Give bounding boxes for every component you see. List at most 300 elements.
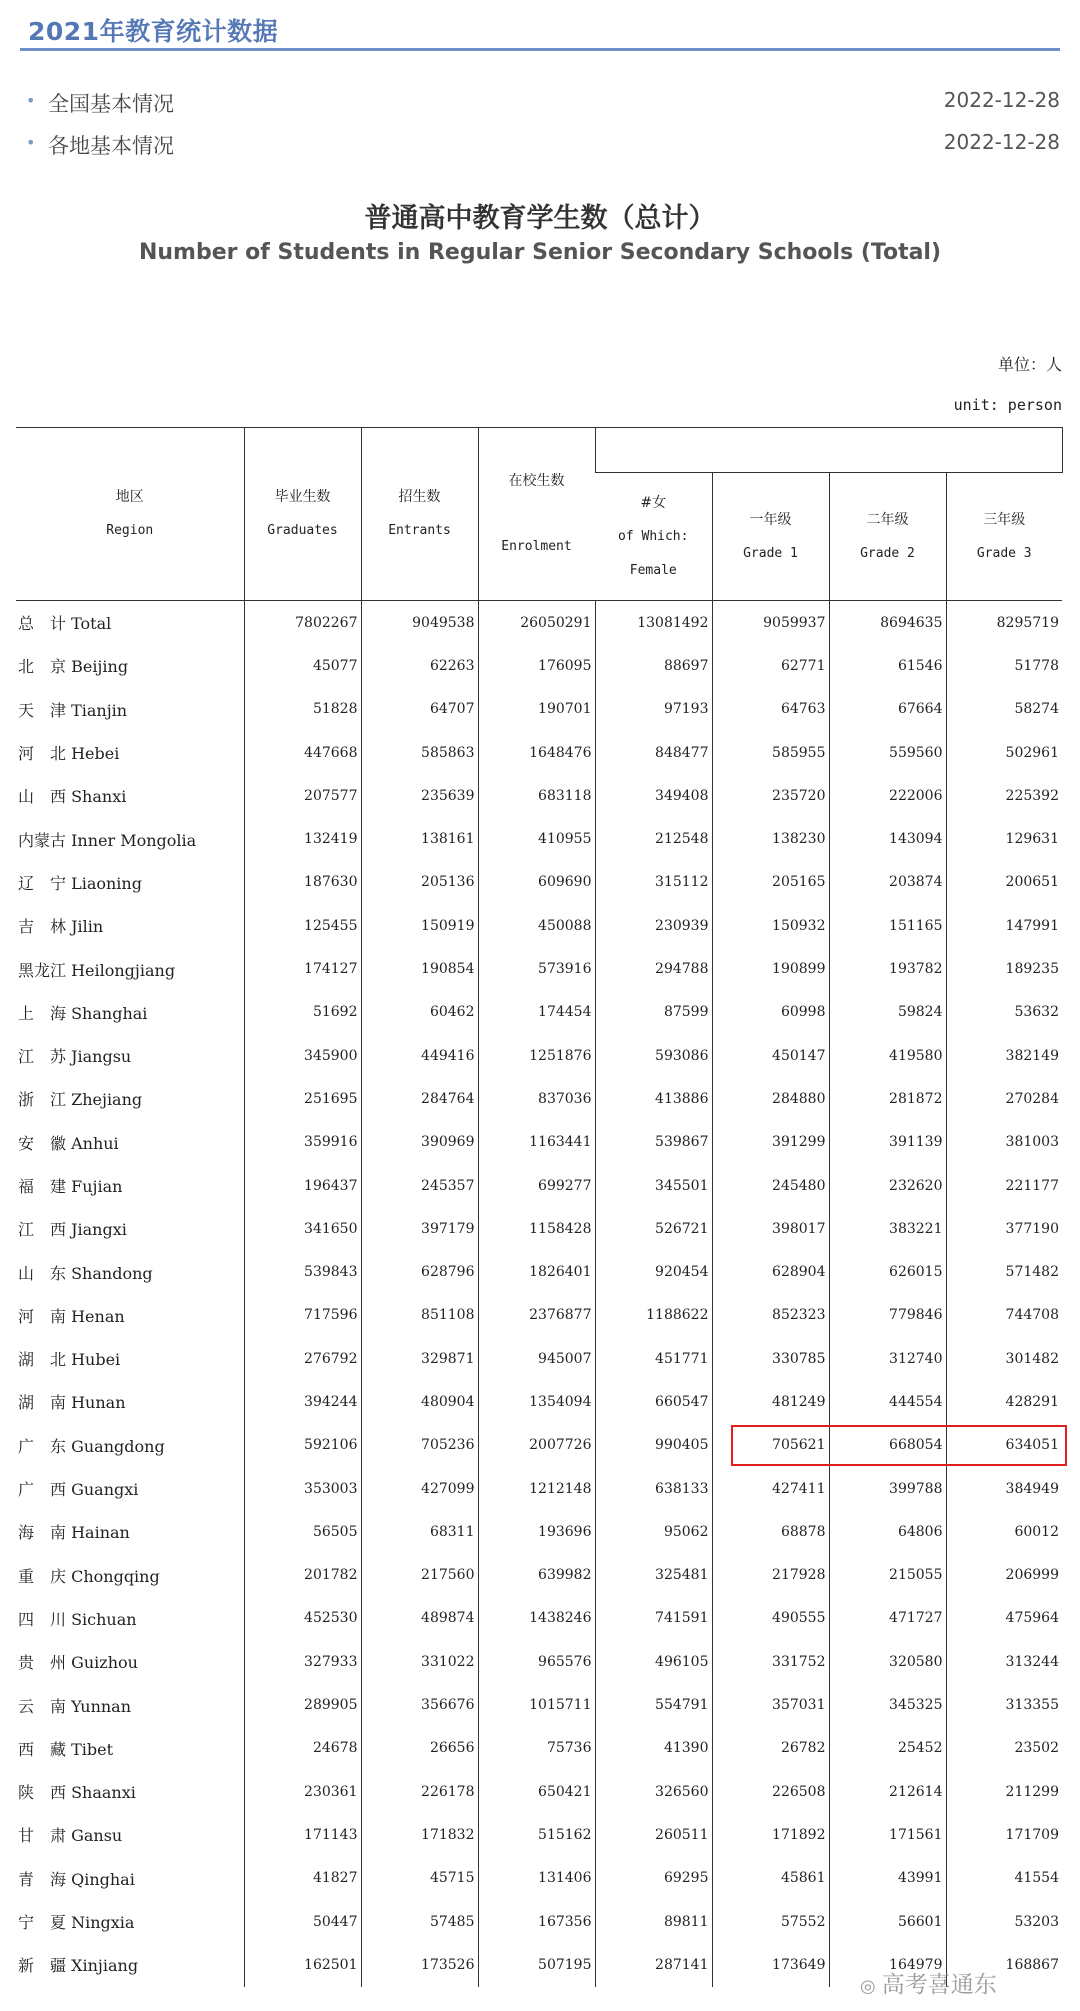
value-cell: 593086 bbox=[595, 1034, 712, 1077]
value-cell: 173649 bbox=[712, 1943, 829, 1986]
region-cell: 吉 林 Jilin bbox=[18, 917, 104, 937]
value-cell: 67664 bbox=[829, 688, 946, 731]
value-cell: 945007 bbox=[478, 1337, 595, 1380]
value-cell: 357031 bbox=[712, 1683, 829, 1726]
value-cell: 174127 bbox=[244, 947, 361, 990]
header-grade-3: 三年级 Grade 3 bbox=[946, 473, 1062, 601]
value-cell: 626015 bbox=[829, 1250, 946, 1293]
value-cell: 132419 bbox=[244, 817, 361, 860]
value-cell: 53203 bbox=[946, 1900, 1062, 1943]
value-cell: 449416 bbox=[361, 1034, 478, 1077]
value-cell: 276792 bbox=[244, 1337, 361, 1380]
value-cell: 171143 bbox=[244, 1813, 361, 1856]
value-cell: 413886 bbox=[595, 1077, 712, 1120]
value-cell: 207577 bbox=[244, 774, 361, 817]
table-row bbox=[16, 1640, 1062, 1683]
value-cell: 1354094 bbox=[478, 1380, 595, 1423]
table-row bbox=[16, 1857, 1062, 1900]
value-cell: 245480 bbox=[712, 1164, 829, 1207]
header-entrants: 招生数 Entrants bbox=[361, 428, 478, 601]
value-cell: 245357 bbox=[361, 1164, 478, 1207]
value-cell: 187630 bbox=[244, 861, 361, 904]
value-cell: 428291 bbox=[946, 1380, 1062, 1423]
value-cell: 200651 bbox=[946, 861, 1062, 904]
value-cell: 176095 bbox=[478, 644, 595, 687]
value-cell: 744708 bbox=[946, 1294, 1062, 1337]
value-cell: 61546 bbox=[829, 644, 946, 687]
value-cell: 585863 bbox=[361, 731, 478, 774]
table-row bbox=[16, 774, 1062, 817]
value-cell: 97193 bbox=[595, 688, 712, 731]
value-cell: 920454 bbox=[595, 1250, 712, 1293]
region-cell: 广 东 Guangdong bbox=[18, 1436, 165, 1456]
value-cell: 475964 bbox=[946, 1597, 1062, 1640]
student-table bbox=[16, 427, 1063, 1987]
value-cell: 171709 bbox=[946, 1813, 1062, 1856]
wechat-icon: ◎ bbox=[860, 1976, 876, 1997]
value-cell: 171561 bbox=[829, 1813, 946, 1856]
region-cell: 天 津 Tianjin bbox=[18, 700, 128, 720]
value-cell: 131406 bbox=[478, 1857, 595, 1900]
table-row bbox=[16, 1683, 1062, 1726]
value-cell: 481249 bbox=[712, 1380, 829, 1423]
link-date: 2022-12-28 bbox=[943, 130, 1060, 154]
value-cell: 60012 bbox=[946, 1510, 1062, 1553]
value-cell: 381003 bbox=[946, 1121, 1062, 1164]
value-cell: 281872 bbox=[829, 1077, 946, 1120]
value-cell: 168867 bbox=[946, 1943, 1062, 1986]
table-row bbox=[16, 1380, 1062, 1423]
value-cell: 397179 bbox=[361, 1207, 478, 1250]
value-cell: 502961 bbox=[946, 731, 1062, 774]
value-cell: 171892 bbox=[712, 1813, 829, 1856]
region-cell: 内蒙古 Inner Mongolia bbox=[18, 830, 197, 850]
data-table-wrapper bbox=[16, 427, 1062, 1987]
value-cell: 284764 bbox=[361, 1077, 478, 1120]
value-cell: 260511 bbox=[595, 1813, 712, 1856]
value-cell: 990405 bbox=[595, 1424, 712, 1467]
value-cell: 217928 bbox=[712, 1554, 829, 1597]
value-cell: 62263 bbox=[361, 644, 478, 687]
value-cell: 699277 bbox=[478, 1164, 595, 1207]
value-cell: 41554 bbox=[946, 1857, 1062, 1900]
value-cell: 59824 bbox=[829, 991, 946, 1034]
value-cell: 390969 bbox=[361, 1121, 478, 1164]
value-cell: 539867 bbox=[595, 1121, 712, 1164]
value-cell: 221177 bbox=[946, 1164, 1062, 1207]
value-cell: 95062 bbox=[595, 1510, 712, 1553]
value-cell: 138230 bbox=[712, 817, 829, 860]
unit-label-cn: 单位：人 bbox=[997, 355, 1062, 374]
value-cell: 232620 bbox=[829, 1164, 946, 1207]
value-cell: 171832 bbox=[361, 1813, 478, 1856]
value-cell: 43991 bbox=[829, 1857, 946, 1900]
value-cell: 138161 bbox=[361, 817, 478, 860]
value-cell: 399788 bbox=[829, 1467, 946, 1510]
table-row bbox=[16, 1121, 1062, 1164]
value-cell: 8694635 bbox=[829, 601, 946, 645]
table-row bbox=[16, 1077, 1062, 1120]
value-cell: 638133 bbox=[595, 1467, 712, 1510]
bullet-icon: • bbox=[26, 91, 36, 110]
value-cell: 391299 bbox=[712, 1121, 829, 1164]
value-cell: 230361 bbox=[244, 1770, 361, 1813]
table-row bbox=[16, 601, 1062, 645]
value-cell: 23502 bbox=[946, 1727, 1062, 1770]
value-cell: 650421 bbox=[478, 1770, 595, 1813]
value-cell: 329871 bbox=[361, 1337, 478, 1380]
table-row bbox=[16, 1554, 1062, 1597]
value-cell: 1438246 bbox=[478, 1597, 595, 1640]
value-cell: 1251876 bbox=[478, 1034, 595, 1077]
value-cell: 377190 bbox=[946, 1207, 1062, 1250]
value-cell: 571482 bbox=[946, 1250, 1062, 1293]
value-cell: 559560 bbox=[829, 731, 946, 774]
value-cell: 628796 bbox=[361, 1250, 478, 1293]
list-item[interactable] bbox=[20, 82, 1060, 124]
table-row bbox=[16, 1294, 1062, 1337]
value-cell: 45861 bbox=[712, 1857, 829, 1900]
value-cell: 56505 bbox=[244, 1510, 361, 1553]
value-cell: 129631 bbox=[946, 817, 1062, 860]
value-cell: 167356 bbox=[478, 1900, 595, 1943]
value-cell: 9049538 bbox=[361, 601, 478, 645]
value-cell: 349408 bbox=[595, 774, 712, 817]
table-row bbox=[16, 1337, 1062, 1380]
value-cell: 45077 bbox=[244, 644, 361, 687]
value-cell: 327933 bbox=[244, 1640, 361, 1683]
value-cell: 965576 bbox=[478, 1640, 595, 1683]
region-cell: 河 北 Hebei bbox=[18, 744, 120, 764]
value-cell: 53632 bbox=[946, 991, 1062, 1034]
value-cell: 211299 bbox=[946, 1770, 1062, 1813]
table-row bbox=[16, 1467, 1062, 1510]
value-cell: 287141 bbox=[595, 1943, 712, 1986]
value-cell: 1826401 bbox=[478, 1250, 595, 1293]
value-cell: 88697 bbox=[595, 644, 712, 687]
region-cell: 四 川 Sichuan bbox=[18, 1609, 137, 1629]
table-row bbox=[16, 947, 1062, 990]
value-cell: 51692 bbox=[244, 991, 361, 1034]
header-grade-2: 二年级 Grade 2 bbox=[829, 473, 946, 601]
value-cell: 450147 bbox=[712, 1034, 829, 1077]
value-cell: 190854 bbox=[361, 947, 478, 990]
value-cell: 147991 bbox=[946, 904, 1062, 947]
value-cell: 451771 bbox=[595, 1337, 712, 1380]
value-cell: 345900 bbox=[244, 1034, 361, 1077]
value-cell: 489874 bbox=[361, 1597, 478, 1640]
region-cell: 山 东 Shandong bbox=[18, 1263, 153, 1283]
value-cell: 150932 bbox=[712, 904, 829, 947]
link-date: 2022-12-28 bbox=[943, 88, 1060, 112]
value-cell: 45715 bbox=[361, 1857, 478, 1900]
value-cell: 62771 bbox=[712, 644, 829, 687]
value-cell: 190701 bbox=[478, 688, 595, 731]
value-cell: 444554 bbox=[829, 1380, 946, 1423]
value-cell: 554791 bbox=[595, 1683, 712, 1726]
value-cell: 51778 bbox=[946, 644, 1062, 687]
header-graduates: 毕业生数 Graduates bbox=[244, 428, 361, 601]
value-cell: 1163441 bbox=[478, 1121, 595, 1164]
value-cell: 64806 bbox=[829, 1510, 946, 1553]
value-cell: 26050291 bbox=[478, 601, 595, 645]
value-cell: 56601 bbox=[829, 1900, 946, 1943]
value-cell: 24678 bbox=[244, 1727, 361, 1770]
value-cell: 217560 bbox=[361, 1554, 478, 1597]
value-cell: 203874 bbox=[829, 861, 946, 904]
region-cell: 贵 州 Guizhou bbox=[18, 1653, 138, 1673]
value-cell: 391139 bbox=[829, 1121, 946, 1164]
page-title: 2021年教育统计数据 bbox=[28, 17, 279, 46]
region-cell: 广 西 Guangxi bbox=[18, 1480, 139, 1500]
table-row bbox=[16, 817, 1062, 860]
table-row bbox=[16, 1510, 1062, 1553]
value-cell: 2376877 bbox=[478, 1294, 595, 1337]
value-cell: 64763 bbox=[712, 688, 829, 731]
link-list bbox=[20, 82, 1060, 166]
value-cell: 384949 bbox=[946, 1467, 1062, 1510]
value-cell: 447668 bbox=[244, 731, 361, 774]
value-cell: 353003 bbox=[244, 1467, 361, 1510]
value-cell: 150919 bbox=[361, 904, 478, 947]
value-cell: 51828 bbox=[244, 688, 361, 731]
value-cell: 480904 bbox=[361, 1380, 478, 1423]
value-cell: 331752 bbox=[712, 1640, 829, 1683]
value-cell: 26656 bbox=[361, 1727, 478, 1770]
value-cell: 64707 bbox=[361, 688, 478, 731]
value-cell: 284880 bbox=[712, 1077, 829, 1120]
region-cell: 湖 南 Hunan bbox=[18, 1393, 126, 1413]
value-cell: 639982 bbox=[478, 1554, 595, 1597]
table-row bbox=[16, 644, 1062, 687]
value-cell: 628904 bbox=[712, 1250, 829, 1293]
link-regional-basic[interactable]: 各地基本情况 bbox=[48, 134, 174, 158]
region-cell: 山 西 Shanxi bbox=[18, 787, 127, 807]
value-cell: 212614 bbox=[829, 1770, 946, 1813]
value-cell: 394244 bbox=[244, 1380, 361, 1423]
value-cell: 251695 bbox=[244, 1077, 361, 1120]
value-cell: 87599 bbox=[595, 991, 712, 1034]
value-cell: 173526 bbox=[361, 1943, 478, 1986]
value-cell: 634051 bbox=[946, 1424, 1062, 1467]
value-cell: 68878 bbox=[712, 1510, 829, 1553]
value-cell: 58274 bbox=[946, 688, 1062, 731]
value-cell: 345325 bbox=[829, 1683, 946, 1726]
value-cell: 320580 bbox=[829, 1640, 946, 1683]
value-cell: 206999 bbox=[946, 1554, 1062, 1597]
value-cell: 289905 bbox=[244, 1683, 361, 1726]
value-cell: 60998 bbox=[712, 991, 829, 1034]
value-cell: 573916 bbox=[478, 947, 595, 990]
value-cell: 515162 bbox=[478, 1813, 595, 1856]
value-cell: 164979 bbox=[829, 1943, 946, 1986]
value-cell: 331022 bbox=[361, 1640, 478, 1683]
watermark bbox=[860, 1966, 997, 1999]
table-row bbox=[16, 1207, 1062, 1250]
value-cell: 427411 bbox=[712, 1467, 829, 1510]
value-cell: 57485 bbox=[361, 1900, 478, 1943]
value-cell: 270284 bbox=[946, 1077, 1062, 1120]
value-cell: 230939 bbox=[595, 904, 712, 947]
value-cell: 215055 bbox=[829, 1554, 946, 1597]
value-cell: 851108 bbox=[361, 1294, 478, 1337]
header-region: 地区 Region bbox=[16, 428, 244, 601]
table-row bbox=[16, 1597, 1062, 1640]
value-cell: 705621 bbox=[712, 1424, 829, 1467]
value-cell: 427099 bbox=[361, 1467, 478, 1510]
value-cell: 294788 bbox=[595, 947, 712, 990]
value-cell: 609690 bbox=[478, 861, 595, 904]
table-row bbox=[16, 1164, 1062, 1207]
value-cell: 490555 bbox=[712, 1597, 829, 1640]
value-cell: 222006 bbox=[829, 774, 946, 817]
value-cell: 89811 bbox=[595, 1900, 712, 1943]
table-row bbox=[16, 1034, 1062, 1077]
region-cell: 陕 西 Shaanxi bbox=[18, 1783, 136, 1803]
value-cell: 326560 bbox=[595, 1770, 712, 1813]
header-enrolment: 在校生数 Enrolment bbox=[478, 428, 595, 601]
value-cell: 313355 bbox=[946, 1683, 1062, 1726]
value-cell: 8295719 bbox=[946, 601, 1062, 645]
value-cell: 26782 bbox=[712, 1727, 829, 1770]
watermark-text: 高考喜通东 bbox=[881, 1972, 997, 1998]
value-cell: 345501 bbox=[595, 1164, 712, 1207]
value-cell: 359916 bbox=[244, 1121, 361, 1164]
value-cell: 162501 bbox=[244, 1943, 361, 1986]
table-row bbox=[16, 1250, 1062, 1293]
value-cell: 190899 bbox=[712, 947, 829, 990]
value-cell: 193782 bbox=[829, 947, 946, 990]
header-grade-1: 一年级 Grade 1 bbox=[712, 473, 829, 601]
value-cell: 57552 bbox=[712, 1900, 829, 1943]
value-cell: 312740 bbox=[829, 1337, 946, 1380]
value-cell: 235639 bbox=[361, 774, 478, 817]
bullet-icon: • bbox=[26, 133, 36, 152]
region-cell: 河 南 Henan bbox=[18, 1306, 125, 1326]
value-cell: 189235 bbox=[946, 947, 1062, 990]
region-cell: 湖 北 Hubei bbox=[18, 1350, 121, 1370]
link-national-basic[interactable]: 全国基本情况 bbox=[48, 92, 174, 116]
header-female: #女 of Which: Female bbox=[595, 473, 712, 601]
value-cell: 717596 bbox=[244, 1294, 361, 1337]
value-cell: 50447 bbox=[244, 1900, 361, 1943]
value-cell: 450088 bbox=[478, 904, 595, 947]
value-cell: 193696 bbox=[478, 1510, 595, 1553]
value-cell: 452530 bbox=[244, 1597, 361, 1640]
value-cell: 526721 bbox=[595, 1207, 712, 1250]
value-cell: 60462 bbox=[361, 991, 478, 1034]
region-cell: 宁 夏 Ningxia bbox=[18, 1913, 135, 1933]
value-cell: 356676 bbox=[361, 1683, 478, 1726]
value-cell: 325481 bbox=[595, 1554, 712, 1597]
region-cell: 辽 宁 Liaoning bbox=[18, 873, 142, 893]
value-cell: 68311 bbox=[361, 1510, 478, 1553]
value-cell: 9059937 bbox=[712, 601, 829, 645]
table-row bbox=[16, 861, 1062, 904]
value-cell: 592106 bbox=[244, 1424, 361, 1467]
value-cell: 7802267 bbox=[244, 601, 361, 645]
value-cell: 151165 bbox=[829, 904, 946, 947]
list-item[interactable] bbox=[20, 124, 1060, 166]
value-cell: 226178 bbox=[361, 1770, 478, 1813]
value-cell: 779846 bbox=[829, 1294, 946, 1337]
value-cell: 341650 bbox=[244, 1207, 361, 1250]
table-row bbox=[16, 1727, 1062, 1770]
value-cell: 313244 bbox=[946, 1640, 1062, 1683]
value-cell: 382149 bbox=[946, 1034, 1062, 1077]
guangdong-grades-highlight bbox=[731, 1425, 1067, 1466]
region-cell: 北 京 Beijing bbox=[18, 657, 129, 677]
value-cell: 330785 bbox=[712, 1337, 829, 1380]
table-body bbox=[16, 601, 1062, 1987]
value-cell: 585955 bbox=[712, 731, 829, 774]
table-row bbox=[16, 904, 1062, 947]
value-cell: 837036 bbox=[478, 1077, 595, 1120]
value-cell: 1648476 bbox=[478, 731, 595, 774]
value-cell: 1212148 bbox=[478, 1467, 595, 1510]
value-cell: 125455 bbox=[244, 904, 361, 947]
value-cell: 41390 bbox=[595, 1727, 712, 1770]
value-cell: 235720 bbox=[712, 774, 829, 817]
value-cell: 410955 bbox=[478, 817, 595, 860]
value-cell: 69295 bbox=[595, 1857, 712, 1900]
region-cell: 福 建 Fujian bbox=[18, 1177, 123, 1196]
value-cell: 683118 bbox=[478, 774, 595, 817]
value-cell: 205136 bbox=[361, 861, 478, 904]
table-row bbox=[16, 1900, 1062, 1943]
value-cell: 1188622 bbox=[595, 1294, 712, 1337]
table-row bbox=[16, 688, 1062, 731]
value-cell: 205165 bbox=[712, 861, 829, 904]
value-cell: 419580 bbox=[829, 1034, 946, 1077]
value-cell: 13081492 bbox=[595, 601, 712, 645]
value-cell: 496105 bbox=[595, 1640, 712, 1683]
region-cell: 西 藏 Tibet bbox=[18, 1739, 114, 1759]
unit-label-en: unit: person bbox=[953, 396, 1062, 414]
value-cell: 25452 bbox=[829, 1727, 946, 1770]
document-subtitle: Number of Students in Regular Senior Secondary Schools (Total) bbox=[138, 240, 942, 265]
value-cell: 741591 bbox=[595, 1597, 712, 1640]
value-cell: 852323 bbox=[712, 1294, 829, 1337]
value-cell: 201782 bbox=[244, 1554, 361, 1597]
value-cell: 539843 bbox=[244, 1250, 361, 1293]
value-cell: 660547 bbox=[595, 1380, 712, 1423]
value-cell: 41827 bbox=[244, 1857, 361, 1900]
region-cell: 云 南 Yunnan bbox=[18, 1696, 132, 1716]
value-cell: 2007726 bbox=[478, 1424, 595, 1467]
region-cell: 海 南 Hainan bbox=[18, 1523, 130, 1543]
value-cell: 668054 bbox=[829, 1424, 946, 1467]
document-title: 普通高中教育学生数（总计） bbox=[364, 203, 716, 234]
region-cell: 江 西 Jiangxi bbox=[18, 1220, 127, 1240]
region-cell: 浙 江 Zhejiang bbox=[18, 1090, 143, 1110]
table-row bbox=[16, 1770, 1062, 1813]
value-cell: 507195 bbox=[478, 1943, 595, 1986]
region-cell: 青 海 Qinghai bbox=[18, 1869, 135, 1889]
value-cell: 383221 bbox=[829, 1207, 946, 1250]
value-cell: 143094 bbox=[829, 817, 946, 860]
table-row bbox=[16, 731, 1062, 774]
value-cell: 174454 bbox=[478, 991, 595, 1034]
value-cell: 848477 bbox=[595, 731, 712, 774]
value-cell: 196437 bbox=[244, 1164, 361, 1207]
value-cell: 212548 bbox=[595, 817, 712, 860]
region-cell: 江 苏 Jiangsu bbox=[18, 1047, 132, 1067]
region-cell: 安 徽 Anhui bbox=[18, 1133, 119, 1153]
value-cell: 1158428 bbox=[478, 1207, 595, 1250]
region-cell: 重 庆 Chongqing bbox=[18, 1566, 160, 1586]
value-cell: 705236 bbox=[361, 1424, 478, 1467]
